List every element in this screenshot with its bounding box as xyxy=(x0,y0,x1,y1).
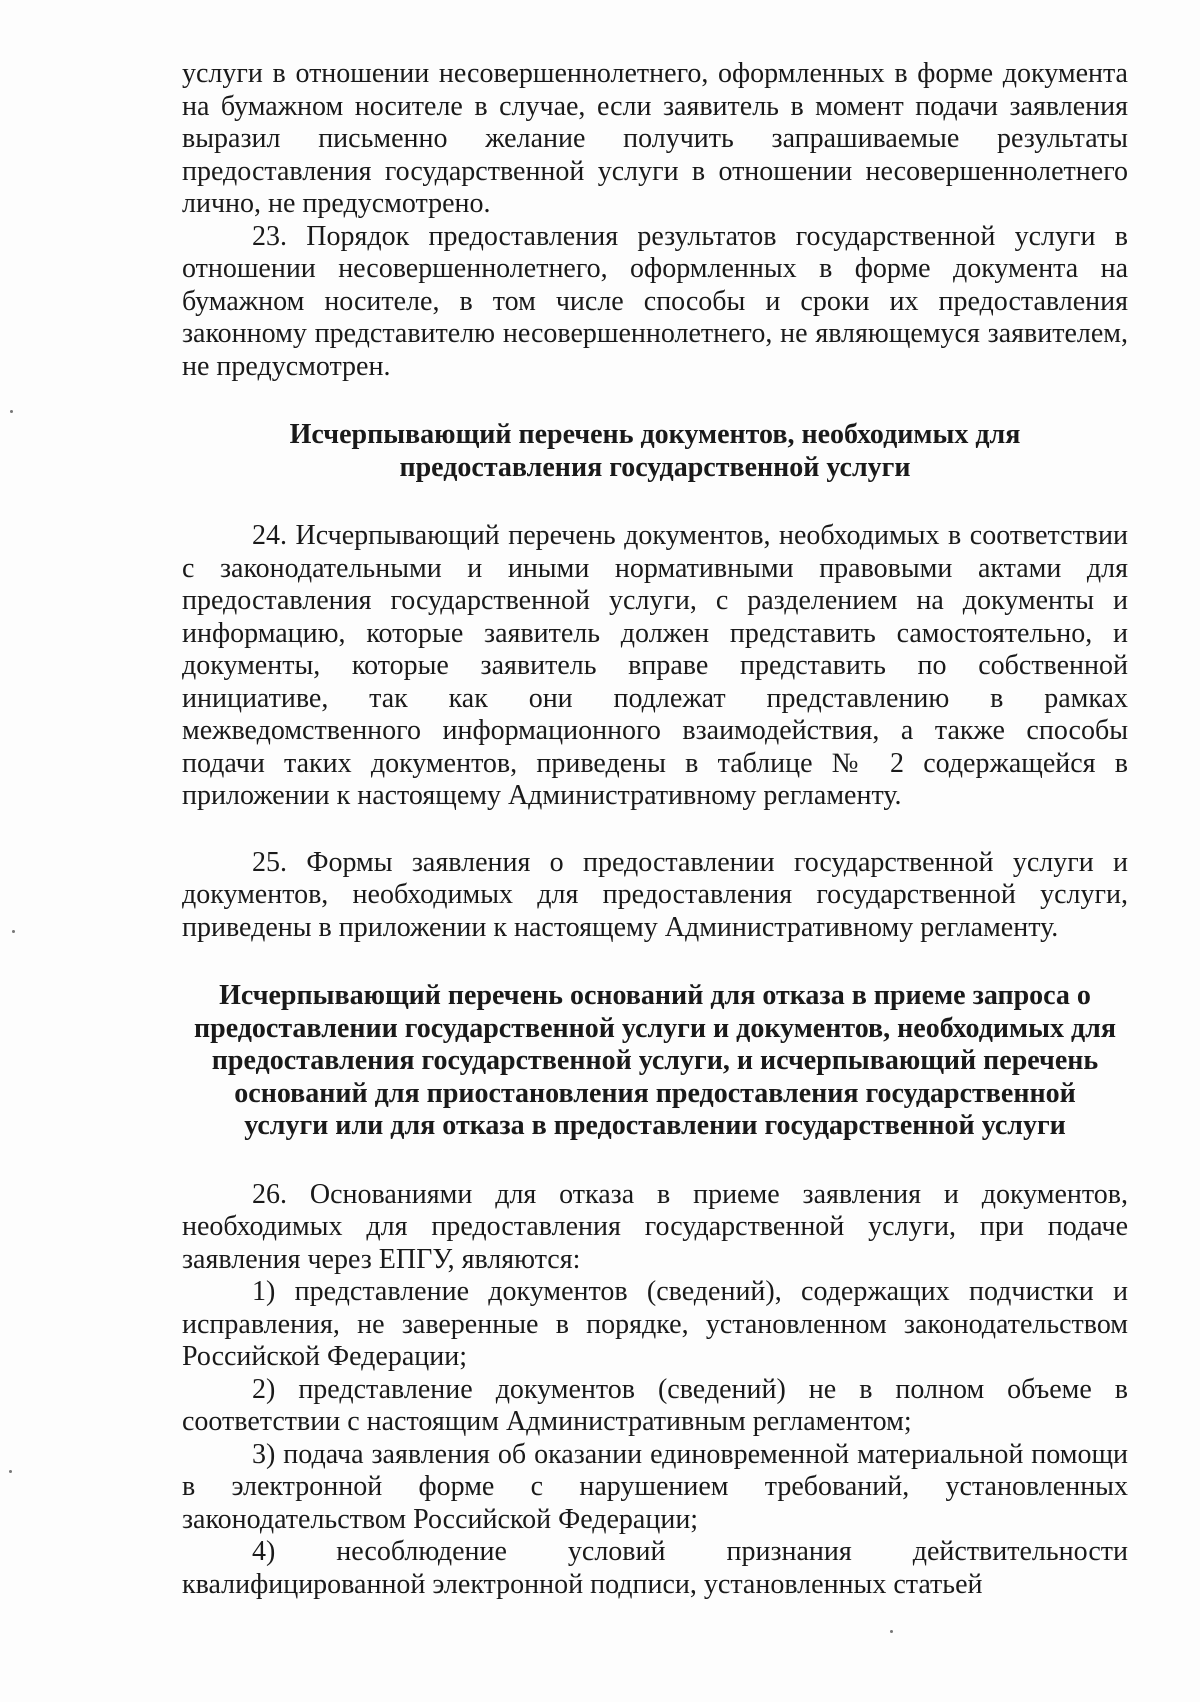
heading-line: услуги или для отказа в предоставлении государственной услуги xyxy=(244,1110,1066,1141)
scan-speck xyxy=(12,930,15,933)
document-body xyxy=(182,58,1128,1601)
list-item-2: 2) представление документов (сведений) не в полном объеме в соответствии с настоящим Административным регламентом; xyxy=(182,1373,1128,1437)
heading-line: оснований для приостановления предоставления государственной xyxy=(234,1077,1076,1109)
heading-line: предоставления государственной услуги, и исчерпывающий перечень xyxy=(211,1045,1099,1076)
paragraph-24: 24. Исчерпывающий перечень документов, необходимых в соответствии с законодательными и иными нормативными правовыми актами для предоставления государственной услуги, с разделением на документы и информацию, которые заявитель должен представить самостоятельно, и документы, которые заявитель вправе представить по собственной инициативе, так как они подлежат представлению в рамках межведомственного информационного взаимодействия, а также способы подачи таких документов, приведены в таблице № 2 содержащейся в приложении к настоящему Административному регламенту. xyxy=(182,520,1128,811)
paragraph-23: 23. Порядок предоставления результатов государственной услуги в отношении несовершеннолетнего, оформленных в форме документа на бумажном носителе, в том числе способы и сроки их предоставления законному представителю несовершеннолетнего, не являющемуся заявителем, не предусмотрен. xyxy=(182,220,1128,382)
heading-line: предоставления государственной услуги xyxy=(399,451,911,483)
heading-line: предоставлении государственной услуги и документов, необходимых для xyxy=(193,1012,1117,1044)
heading-line: Исчерпывающий перечень оснований для отказа в приеме запроса о xyxy=(219,980,1091,1011)
scan-speck xyxy=(10,410,13,413)
paragraph-continuation: услуги в отношении несовершеннолетнего, оформленных в форме документа на бумажном носителе в случае, если заявитель в момент подачи заявления выразил письменно желание получить запрашиваемые результаты предоставления государственной услуги в отношении несовершеннолетнего лично, не предусмотрено. xyxy=(182,58,1128,219)
scan-speck xyxy=(9,1470,12,1473)
list-item-3: 3) подача заявления об оказании единовременной материальной помощи в электронной форме с нарушением требований, установленных законодательством Российской Федерации; xyxy=(182,1438,1128,1535)
section-heading-documents xyxy=(182,419,1128,484)
paragraph-25: 25. Формы заявления о предоставлении государственной услуги и документов, необходимых для предоставления государственной услуги, приведены в приложении к настоящему Административному регламенту. xyxy=(182,846,1128,943)
section-heading-refusal-grounds xyxy=(182,980,1128,1143)
list-item-1: 1) представление документов (сведений), содержащих подчистки и исправления, не заверенные в порядке, установленном законодательством Российской Федерации; xyxy=(182,1276,1128,1372)
scan-speck xyxy=(890,1630,893,1633)
list-item-4: 4) несоблюдение условий признания действительности квалифицированной электронной подписи, установленных статьей xyxy=(182,1536,1128,1600)
paragraph-26: 26. Основаниями для отказа в приеме заявления и документов, необходимых для предоставления государственной услуги, при подаче заявления через ЕПГУ, являются: xyxy=(182,1178,1128,1275)
heading-line: Исчерпывающий перечень документов, необходимых для xyxy=(289,419,1021,450)
